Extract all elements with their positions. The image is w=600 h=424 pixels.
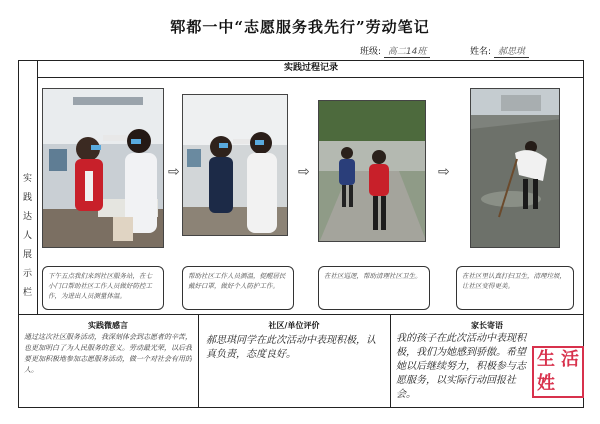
- caption-4: 在社区里认真打扫卫生，清理垃圾，让社区变得更美。: [456, 266, 574, 310]
- side-char: 践: [22, 193, 32, 203]
- section-divider: [18, 314, 584, 315]
- side-char: 实: [22, 174, 32, 184]
- community-title: 社区/单位评价: [268, 321, 320, 330]
- side-char: 示: [22, 269, 32, 279]
- class-label: 班级:: [360, 47, 382, 57]
- arrow-icon: ⇨: [298, 164, 310, 180]
- class-field: [360, 44, 430, 58]
- red-seal-stamp: [532, 346, 584, 398]
- name-value: 郝思琪: [494, 44, 529, 58]
- community-text: 郝思琪同学在此次活动中表现积极，认真负责，态度良好。: [206, 335, 376, 360]
- side-char: 栏: [22, 288, 32, 298]
- seal-char: [558, 372, 582, 396]
- seal-char: 活: [561, 349, 579, 370]
- feelings-text: 通过这次社区服务活动，我深刻体会到志愿者的辛苦，也更加明白了为人民服务的意义。劳动最光荣，以后我要更加积极地参加志愿服务活动，做一个对社会有用的人。: [24, 333, 192, 374]
- page-title: 郓都一中“志愿服务我先行”劳动笔记: [170, 18, 430, 36]
- caption-1: 下午五点我们来到社区服务站，在七小门口帮助社区工作人员做好防控工作，为进出人员测量体温。: [42, 266, 164, 310]
- parent-text: 我的孩子在此次活动中表现积极，我们为她感到骄傲。希望她以后继续努力，积极参与志愿服务，以实际行动回报社会。: [396, 333, 526, 400]
- seal-char: 姓: [537, 373, 555, 394]
- arrow-icon: ⇨: [168, 164, 180, 180]
- process-header: 实践过程记录: [38, 60, 584, 78]
- name-label: 姓名:: [470, 47, 492, 57]
- side-char: 达: [22, 212, 32, 222]
- side-char: 人: [22, 231, 32, 241]
- side-char: 展: [22, 250, 32, 260]
- name-field: [470, 44, 529, 58]
- photo-measuring-temperature: [182, 94, 288, 236]
- parent-title: 家长寄语: [471, 321, 503, 330]
- side-label: [18, 60, 38, 314]
- feelings-title: 实践微感言: [88, 321, 128, 330]
- photo-community-patrol: [318, 100, 426, 242]
- seal-char: 生: [537, 349, 555, 370]
- photo-temperature-check: [42, 88, 164, 248]
- caption-3: 在社区巡逻，帮助清理社区卫生。: [318, 266, 430, 310]
- arrow-icon: ⇨: [438, 164, 450, 180]
- photo-sweeping: [470, 88, 560, 248]
- class-value: 高二14班: [384, 44, 430, 58]
- caption-2: 帮助社区工作人员测温，提醒居民戴好口罩，做好个人防护工作。: [182, 266, 294, 310]
